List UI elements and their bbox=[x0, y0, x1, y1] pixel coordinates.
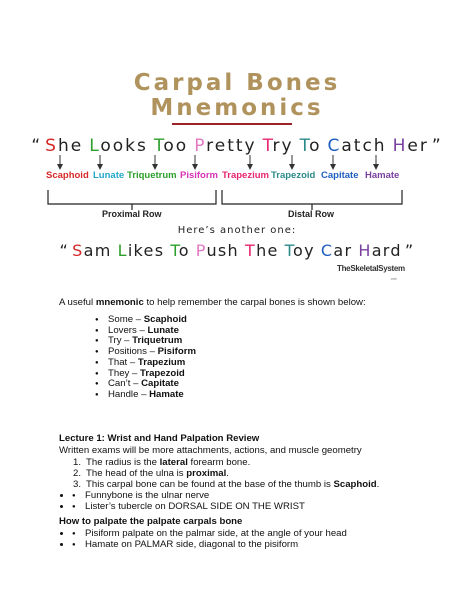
mnemonic-rest: ard bbox=[371, 241, 402, 260]
infographic-title-line1: Carpal Bones bbox=[133, 70, 341, 96]
mnemonic-rest: oo bbox=[163, 136, 189, 156]
carpal-bones-infographic bbox=[0, 0, 474, 290]
bone-label: Triquetrum bbox=[127, 170, 177, 181]
proximal-row-label: Proximal Row bbox=[102, 209, 162, 219]
bone-label: Trapezium bbox=[222, 170, 269, 181]
another-one-text: Here’s another one: bbox=[177, 225, 297, 236]
list-item: ● That – Trapezium bbox=[95, 358, 196, 369]
mnemonic-rest: o bbox=[309, 136, 322, 156]
mnemonic-word bbox=[285, 241, 315, 260]
mnemonic-bullet-list bbox=[95, 315, 196, 401]
proximal-bracket bbox=[48, 190, 216, 210]
list-item: ● • Lister’s tubercle on DORSAL SIDE ON THE WRIST bbox=[72, 502, 305, 513]
mnemonic-initial: T bbox=[170, 241, 179, 260]
list-item: 1. The radius is the lateral forearm bone. bbox=[73, 457, 251, 468]
mnemonic-rest: retty bbox=[206, 136, 257, 156]
list-item: ● Lovers – Lunate bbox=[95, 326, 196, 337]
bone-label: Trapezoid bbox=[271, 170, 316, 181]
mnemonic-initial: T bbox=[299, 136, 310, 156]
mnemonic-rest: he bbox=[256, 241, 279, 260]
the-skeletal-system-logo: TheSkeletalSystem bbox=[337, 264, 405, 273]
open-quote: “ bbox=[59, 241, 70, 260]
mnemonic-rest: ush bbox=[206, 241, 239, 260]
mnemonic-word bbox=[72, 241, 111, 260]
infographic-title-line2: Mnemonics bbox=[150, 95, 324, 121]
palpate-heading: How to palpate the palpate carpals bone bbox=[59, 516, 243, 527]
mnemonic-sam-likes-to-push bbox=[0, 241, 474, 260]
mnemonic-rest: oy bbox=[293, 241, 315, 260]
mnemonic-word bbox=[393, 136, 429, 156]
close-quote: ” bbox=[431, 136, 443, 156]
mnemonic-word bbox=[154, 136, 188, 156]
distal-row-label: Distal Row bbox=[288, 209, 335, 219]
mnemonic-initial: H bbox=[392, 136, 408, 156]
mnemonic-initial: L bbox=[117, 241, 128, 260]
mnemonic-initial: H bbox=[358, 241, 372, 260]
mnemonic-word bbox=[118, 241, 165, 260]
mnemonic-rest: o bbox=[178, 241, 190, 260]
mnemonic-word bbox=[321, 241, 352, 260]
list-item: ● • Funnybone is the ulnar nerve bbox=[72, 491, 305, 502]
list-item: 2. The head of the ulna is proximal. bbox=[73, 468, 229, 480]
list-item: ● Positions – Pisiform bbox=[95, 347, 196, 358]
palpate-bullet-list bbox=[72, 529, 347, 550]
mnemonic-initial: T bbox=[153, 136, 164, 156]
distal-bracket bbox=[222, 190, 402, 210]
lecture-subtext: Written exams will be more attachments, actions, and muscle geometry bbox=[59, 445, 362, 456]
logo-subtext: .net bbox=[390, 276, 397, 281]
mnemonic-word bbox=[196, 241, 239, 260]
mnemonic-initial: T bbox=[262, 136, 273, 156]
list-item: ● They – Trapezoid bbox=[95, 369, 196, 380]
mnemonic-initial: C bbox=[327, 136, 342, 156]
mnemonic-initial: S bbox=[45, 136, 58, 156]
bone-label: Capitate bbox=[321, 170, 359, 181]
mnemonic-she-looks-too-pretty bbox=[0, 136, 474, 156]
lecture-numbered-list bbox=[73, 457, 379, 491]
mnemonic-rest: he bbox=[57, 136, 84, 156]
open-quote: “ bbox=[31, 136, 43, 156]
list-item: ● • Pisiform palpate on the palmar side, at the angle of your head bbox=[72, 529, 347, 540]
mnemonic-word bbox=[245, 241, 279, 260]
bone-label: Pisiform bbox=[180, 170, 219, 181]
list-item: 3. This carpal bone can be found at the base of the thumb is Scaphoid. bbox=[73, 479, 380, 491]
bone-label: Hamate bbox=[365, 170, 400, 181]
mnemonic-initial: T bbox=[284, 241, 294, 260]
mnemonic-initial: S bbox=[72, 241, 84, 260]
lecture-bullet-list bbox=[72, 491, 305, 512]
mnemonic-word bbox=[300, 136, 322, 156]
mnemonic-rest: ikes bbox=[127, 241, 165, 260]
lecture-heading: Lecture 1: Wrist and Hand Palpation Review bbox=[59, 433, 260, 444]
list-item: ● Can’t – Capitate bbox=[95, 379, 196, 390]
row-brackets bbox=[0, 190, 474, 212]
close-quote: ” bbox=[404, 241, 415, 260]
mnemonic-word bbox=[263, 136, 294, 156]
mnemonic-rest: ar bbox=[333, 241, 353, 260]
mnemonic-word bbox=[45, 136, 83, 156]
list-item: ● • Hamate on PALMAR side, diagonal to the pisiform bbox=[72, 540, 347, 551]
mnemonic-word bbox=[358, 241, 402, 260]
list-item: ● Handle – Hamate bbox=[95, 390, 196, 401]
title-underline bbox=[172, 123, 292, 125]
intro-paragraph: A useful mnemonic to help remember the carpal bones is shown below: bbox=[59, 297, 366, 308]
mnemonic-initial: T bbox=[245, 241, 257, 260]
mnemonic-rest: er bbox=[407, 136, 429, 156]
mnemonic-rest: ooks bbox=[100, 136, 148, 156]
bone-labels-row bbox=[0, 170, 474, 184]
mnemonic-initial: P bbox=[194, 136, 207, 156]
mnemonic-word bbox=[194, 136, 256, 156]
bone-label: Lunate bbox=[93, 170, 125, 181]
mnemonic-rest: atch bbox=[341, 136, 387, 156]
mnemonic-word bbox=[170, 241, 189, 260]
mnemonic-rest: am bbox=[83, 241, 112, 260]
bone-label: Scaphoid bbox=[46, 170, 89, 181]
mnemonic-initial: L bbox=[89, 136, 101, 156]
list-item: ● Try – Triquetrum bbox=[95, 336, 196, 347]
mnemonic-initial: C bbox=[320, 241, 334, 260]
list-item: ● Some – Scaphoid bbox=[95, 315, 196, 326]
mnemonic-word bbox=[89, 136, 148, 156]
mnemonic-initial: P bbox=[195, 241, 207, 260]
mnemonic-rest: ry bbox=[272, 136, 294, 156]
mnemonic-word bbox=[327, 136, 386, 156]
